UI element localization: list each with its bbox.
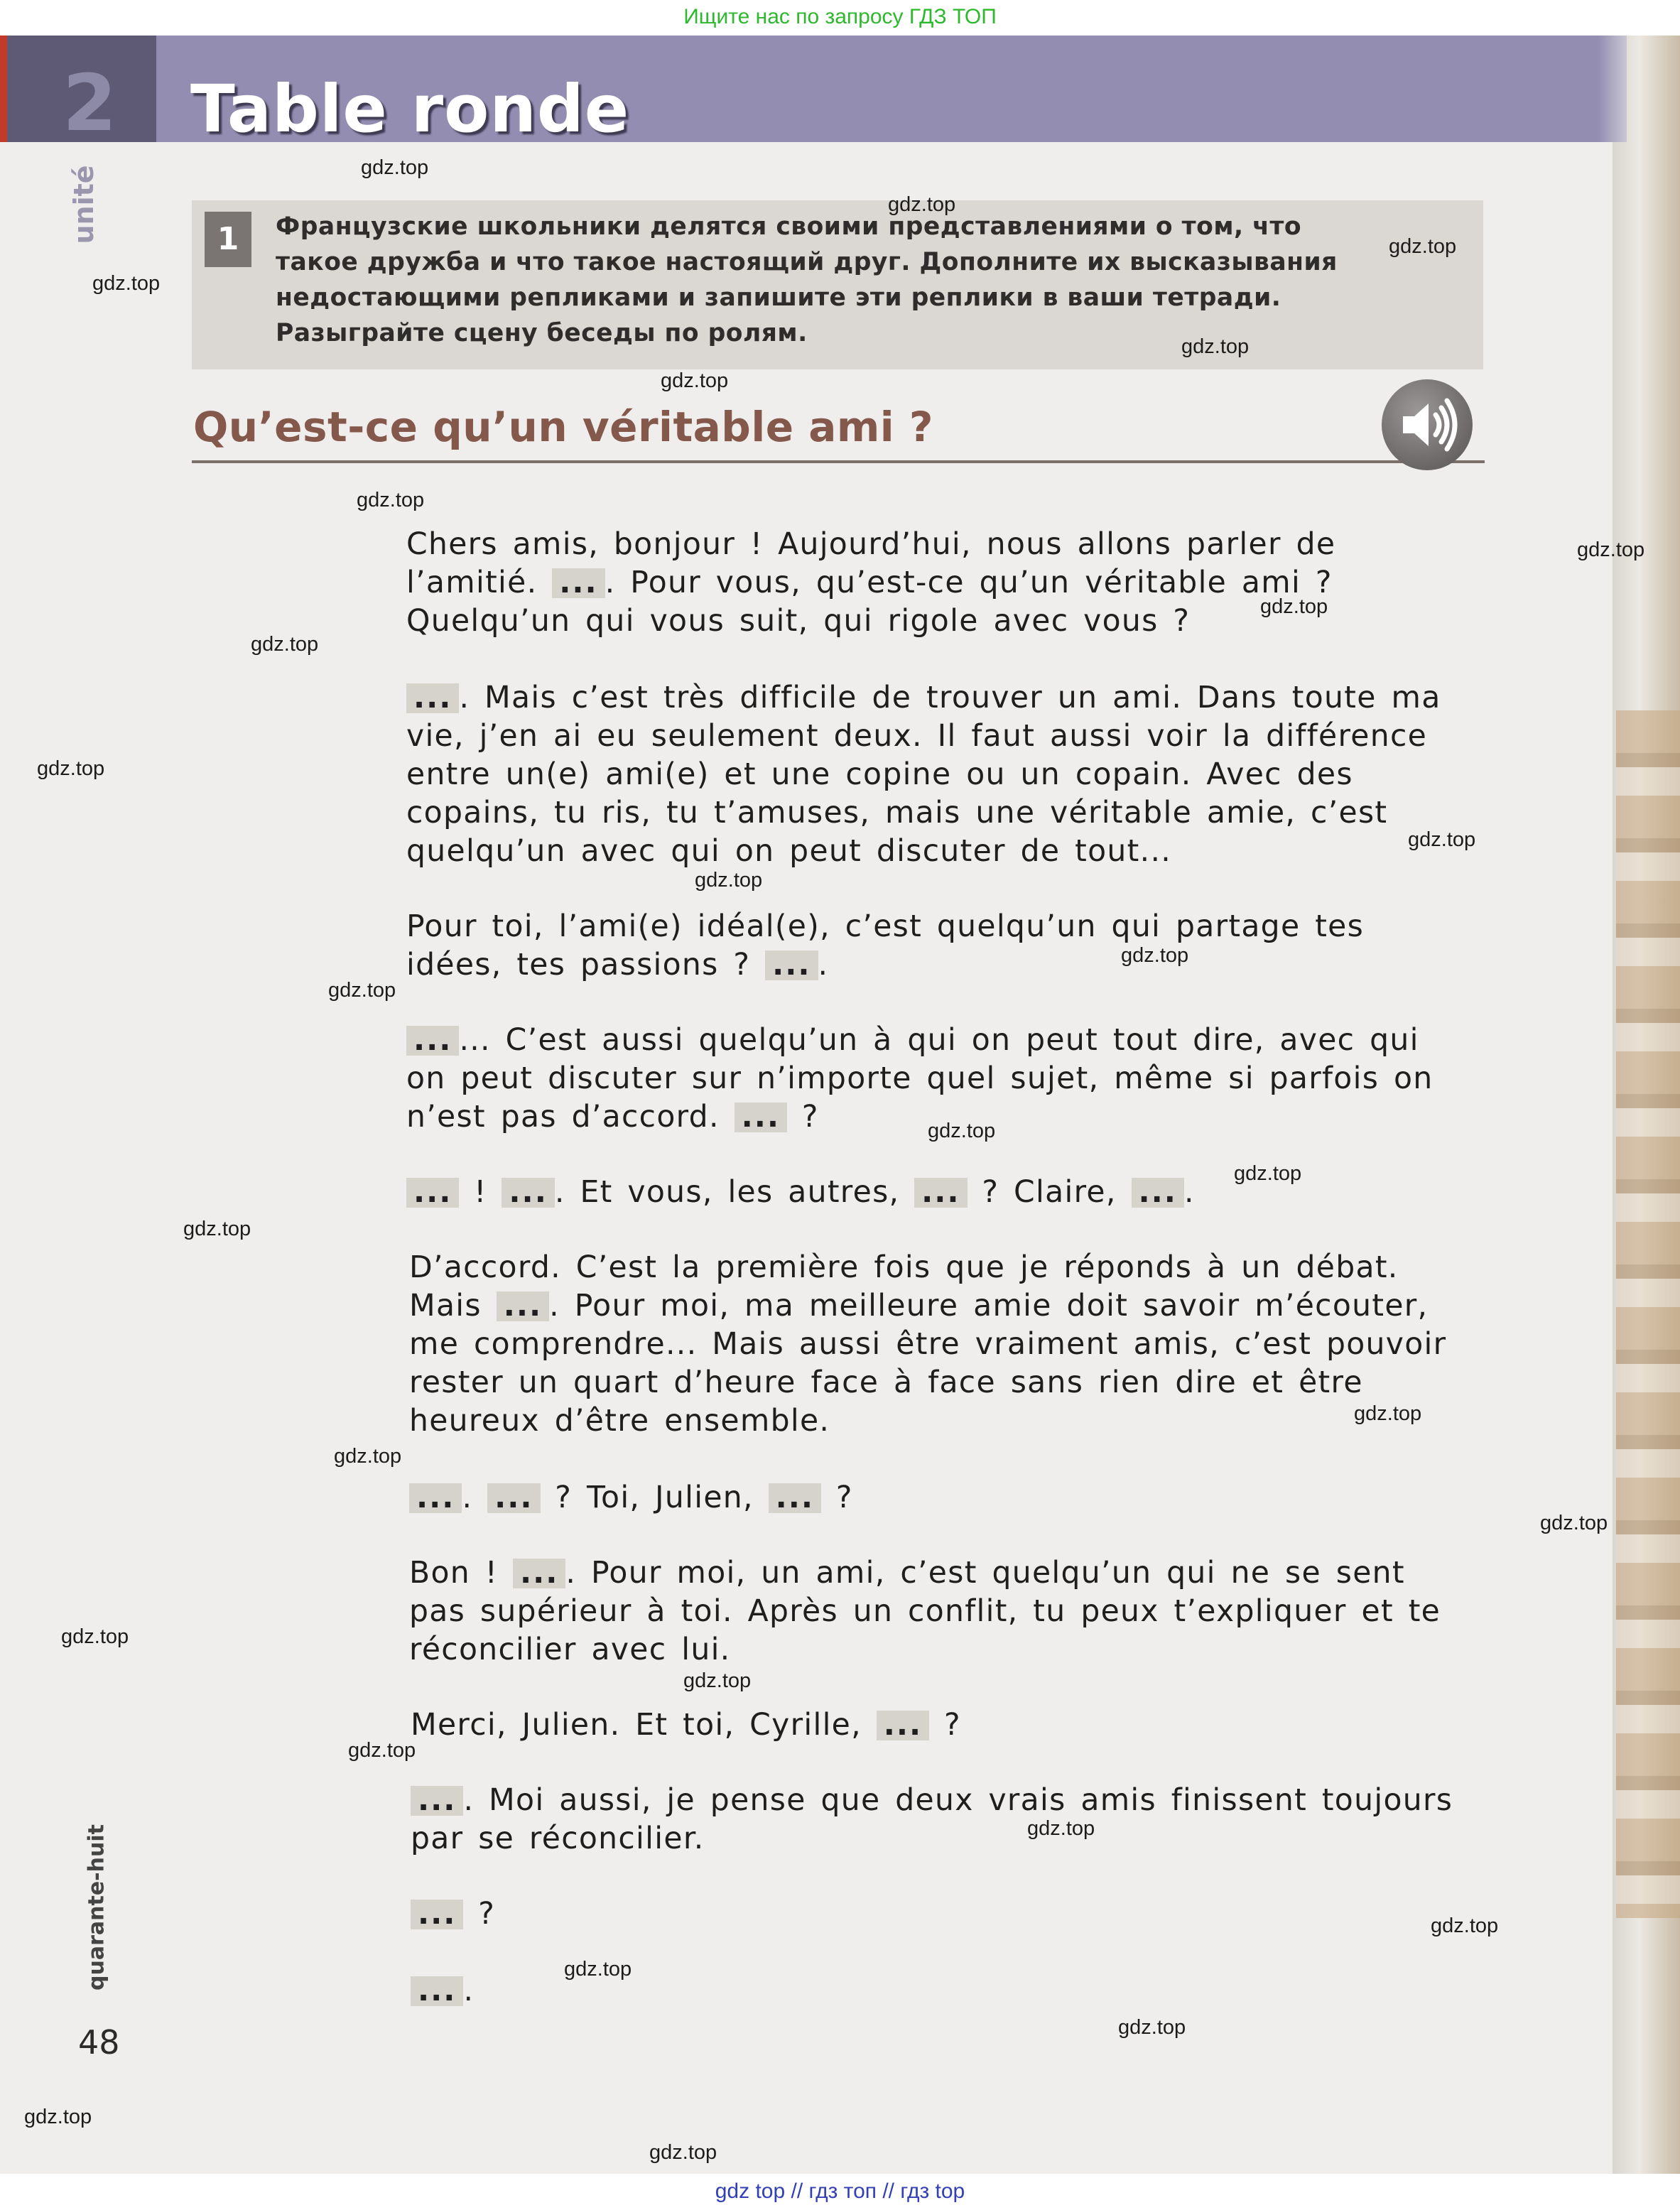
blank-gap[interactable]: ...	[497, 1291, 549, 1321]
speech-fragment: réconcilier avec lui.	[409, 1632, 731, 1667]
watermark: gdz.top	[24, 2106, 92, 2128]
watermark: gdz.top	[61, 1625, 129, 1648]
blank-gap[interactable]: ...	[411, 1786, 463, 1816]
task-line: такое дружба и что такое настоящий друг. Дополните их высказывания	[276, 248, 1338, 276]
speech-fragment: . Mais c’est très difficile de trouver un ami. Dans toute ma	[459, 681, 1441, 715]
speech-fragment: par se réconcilier.	[411, 1821, 705, 1856]
speech-text	[411, 1782, 1474, 1858]
watermark: gdz.top	[251, 633, 319, 656]
watermark: gdz.top	[1234, 1162, 1302, 1185]
blank-gap[interactable]: ...	[1132, 1178, 1184, 1208]
watermark: gdz.top	[328, 979, 396, 1002]
watermark: gdz.top	[361, 156, 429, 179]
speech-fragment: D’accord. C’est la première fois que je réponds à un débat.	[409, 1250, 1399, 1285]
speech-fragment: heureux d’être ensemble.	[409, 1404, 830, 1439]
speech-line	[406, 794, 1474, 833]
section-title: Qu’est-ce qu’un véritable ami ?	[193, 403, 934, 451]
speech-fragment: Merci, Julien. Et toi, Cyrille,	[411, 1708, 877, 1743]
speech-fragment: .	[1183, 1175, 1195, 1210]
watermark: gdz.top	[1389, 235, 1457, 258]
speech-line	[409, 1364, 1474, 1402]
speech-line	[409, 1402, 1474, 1441]
watermark: gdz.top	[928, 1120, 996, 1142]
blank-gap[interactable]: ...	[552, 568, 605, 598]
speech-line	[409, 1554, 1474, 1593]
speech-fragment: ? Claire,	[967, 1175, 1132, 1210]
speech-fragment: .	[462, 1480, 488, 1515]
audio-speaker-icon[interactable]	[1382, 379, 1473, 470]
blank-gap[interactable]: ...	[502, 1178, 554, 1208]
watermark: gdz.top	[1260, 595, 1328, 618]
speech-fragment: on peut discuter sur n’importe quel sujet, même si parfois on	[406, 1061, 1434, 1096]
speech-text	[411, 1895, 1474, 1934]
watermark: gdz.top	[1577, 538, 1645, 561]
blank-gap[interactable]: ...	[769, 1483, 821, 1513]
blank-gap[interactable]: ...	[406, 683, 459, 713]
speech-fragment: . Pour vous, qu’est-ce qu’un véritable ami ?	[605, 565, 1333, 600]
speech-line	[409, 1249, 1474, 1287]
speech-fragment: Pour toi, l’ami(e) idéal(e), c’est quelqu’un qui partage tes	[406, 909, 1365, 944]
speech-line	[406, 833, 1474, 871]
speech-fragment: . Pour moi, ma meilleure amie doit savoir m’écouter,	[549, 1289, 1429, 1323]
speech-fragment: Mais	[409, 1289, 497, 1323]
task-line: Разыграйте сцену беседы по ролям.	[276, 319, 808, 347]
unit-label	[63, 162, 105, 247]
watermark: gdz.top	[1354, 1402, 1422, 1425]
speech-fragment: vie, j’en ai eu seulement deux. Il faut aussi voir la différence	[406, 719, 1428, 754]
watermark: gdz.top	[695, 869, 763, 892]
speech-fragment: .	[463, 1973, 475, 2008]
bottom-banner-text[interactable]: gdz top // гдз топ // гдз top	[715, 2179, 965, 2203]
top-banner-text[interactable]: Ищите нас по запросу ГДЗ ТОП	[683, 5, 997, 28]
blank-gap[interactable]: ...	[735, 1103, 787, 1132]
speech-text	[411, 1706, 1474, 1745]
top-banner	[0, 0, 1680, 36]
task-number-badge: 1	[205, 212, 251, 267]
page-word-text: quarante-huit	[84, 1824, 109, 1990]
speech-line	[411, 1782, 1474, 1820]
speech-fragment: !	[459, 1175, 502, 1210]
watermark: gdz.top	[564, 1958, 632, 1981]
speech-fragment: n’est pas d’accord.	[406, 1100, 735, 1134]
watermark: gdz.top	[1121, 944, 1189, 967]
speech-text	[409, 1554, 1474, 1669]
speech-fragment: . Pour moi, un ami, c’est quelqu’un qui ne se sent	[565, 1556, 1405, 1591]
watermark: gdz.top	[661, 369, 729, 392]
speech-fragment: l’amitié.	[406, 565, 553, 600]
speech-fragment: ?	[787, 1100, 819, 1134]
speech-line	[406, 946, 1474, 985]
speech-line	[406, 1022, 1474, 1060]
blank-gap[interactable]: ...	[914, 1178, 967, 1208]
speech-fragment: . Moi aussi, je pense que deux vrais amis finissent toujours	[463, 1783, 1453, 1818]
watermark: gdz.top	[888, 193, 956, 216]
speech-fragment: ? Toi, Julien,	[540, 1480, 769, 1515]
speech-text	[409, 1479, 1474, 1517]
watermark: gdz.top	[1181, 335, 1250, 358]
speech-line	[406, 908, 1474, 946]
blank-gap[interactable]: ...	[411, 1900, 463, 1929]
watermark: gdz.top	[37, 757, 105, 780]
blank-gap[interactable]: ...	[765, 950, 818, 980]
speech-fragment: ... C’est aussi quelqu’un à qui on peut tout dire, avec qui	[459, 1023, 1419, 1058]
speech-text	[406, 908, 1474, 985]
page-number: 48	[78, 2023, 120, 2062]
blank-gap[interactable]: ...	[513, 1559, 565, 1588]
speech-line	[411, 1706, 1474, 1745]
speech-line	[406, 526, 1474, 564]
page-word-vertical	[75, 1824, 118, 1990]
speech-line	[409, 1479, 1474, 1517]
watermark: gdz.top	[334, 1445, 402, 1468]
speech-line	[411, 1817, 1474, 1858]
speech-line	[406, 679, 1474, 717]
task-instruction-box	[192, 200, 1483, 369]
speech-fragment: . Et vous, les autres,	[554, 1175, 915, 1210]
speech-fragment: copains, tu ris, tu t’amuses, mais une véritable amie, c’est	[406, 796, 1388, 830]
speech-fragment: ?	[821, 1480, 853, 1515]
watermark: gdz.top	[1540, 1512, 1608, 1534]
watermark: gdz.top	[1118, 2016, 1186, 2039]
watermark: gdz.top	[348, 1739, 416, 1762]
watermark: gdz.top	[92, 272, 161, 295]
red-edge-stripe	[0, 36, 7, 142]
speech-line	[406, 717, 1474, 756]
speech-fragment: entre un(e) ami(e) et une copine ou un copain. Avec des	[406, 757, 1353, 792]
speech-fragment: Chers amis, bonjour ! Aujourd’hui, nous allons parler de	[406, 527, 1336, 562]
section-underline	[192, 460, 1485, 463]
speech-fragment: pas supérieur à toi. Après un conflit, tu peux t’expliquer et te	[409, 1594, 1441, 1629]
speech-fragment: quelqu’un avec qui on peut discuter de tout...	[406, 834, 1172, 869]
speech-fragment: rester un quart d’heure face à face sans rien dire et être	[409, 1365, 1363, 1400]
speech-fragment: ?	[463, 1897, 496, 1932]
unit-label-text: unité	[68, 165, 99, 244]
speech-line	[406, 1174, 1474, 1212]
speech-line	[409, 1326, 1474, 1364]
bottom-banner	[0, 2174, 1680, 2210]
speech-fragment: Bon !	[409, 1556, 513, 1591]
speech-line	[406, 1060, 1474, 1098]
page-title: Table ronde	[190, 71, 630, 147]
blank-gap[interactable]: ...	[406, 1178, 459, 1208]
speech-line	[406, 756, 1474, 794]
blank-gap[interactable]: ...	[406, 1026, 459, 1056]
speech-line	[409, 1593, 1474, 1631]
watermark: gdz.top	[357, 489, 425, 511]
speech-fragment: ?	[929, 1708, 961, 1743]
speech-text	[406, 526, 1474, 641]
blank-gap[interactable]: ...	[411, 1976, 463, 2006]
speech-line	[409, 1287, 1474, 1326]
watermark: gdz.top	[183, 1218, 251, 1240]
speech-fragment: Quelqu’un qui vous suit, qui rigole avec vous ?	[406, 604, 1191, 639]
task-line: Французские школьники делятся своими представлениями о том, что	[276, 212, 1302, 241]
watermark: gdz.top	[1027, 1817, 1095, 1840]
speech-text	[409, 1249, 1474, 1441]
watermark: gdz.top	[649, 2141, 717, 2164]
background-bookshelf	[1616, 710, 1680, 1918]
blank-gap[interactable]: ...	[877, 1711, 929, 1740]
speech-text	[406, 679, 1474, 871]
unit-number: 2	[63, 58, 117, 148]
blank-gap[interactable]: ...	[409, 1483, 462, 1513]
task-line: недостающими репликами и запишите эти реплики в ваши тетради.	[276, 283, 1281, 312]
watermark: gdz.top	[1431, 1914, 1499, 1937]
speech-text	[406, 1174, 1474, 1212]
watermark: gdz.top	[1408, 828, 1476, 851]
speech-fragment: .	[818, 948, 829, 982]
speech-fragment: idées, tes passions ?	[406, 948, 766, 982]
speech-fragment: me comprendre... Mais aussi être vraiment amis, c’est pouvoir	[409, 1327, 1447, 1362]
task-instruction-text	[276, 209, 1469, 351]
watermark: gdz.top	[683, 1669, 752, 1692]
speech-line	[411, 1895, 1474, 1934]
blank-gap[interactable]: ...	[487, 1483, 540, 1513]
speech-line	[409, 1631, 1474, 1669]
